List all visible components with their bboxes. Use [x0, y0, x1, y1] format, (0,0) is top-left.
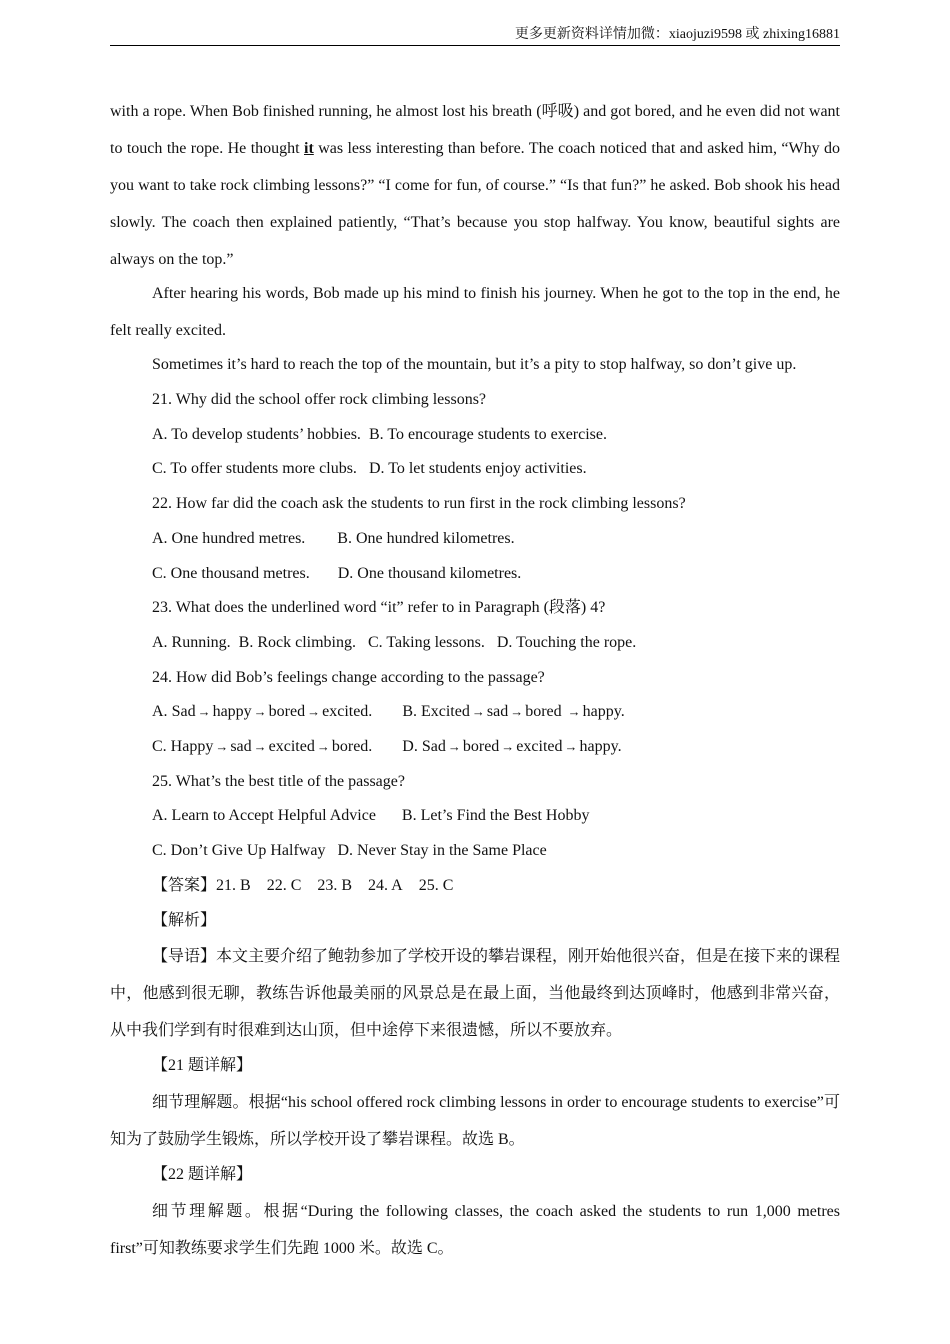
header-divider: [110, 45, 840, 46]
question-24-options-ab: [152, 695, 840, 730]
answer-item: 25. C: [418, 876, 454, 894]
answer-item: 21. B: [216, 876, 251, 894]
answer-item: 22. C: [266, 876, 302, 894]
option-23-a: A. Running.: [152, 633, 231, 651]
question-24-options-cd: [152, 730, 840, 765]
arrow-right-icon: →: [510, 704, 524, 720]
paragraph-4-end: was less interesting than before. The coach noticed that and asked him, “Why do you want to take rock climbing lessons?” “I come for fun, of course.” “Is that fun?” he asked. Bob shook his head slowly. The coach then explained patiently, “That’s because you stop halfway. You know, beautiful sights are always on the top.”: [110, 140, 840, 268]
arrow-right-icon: →: [215, 739, 229, 755]
option-24-d: D. Sad → bored → excited → happy.: [402, 738, 622, 756]
question-21-options-ab: [152, 418, 840, 453]
arrow-right-icon: →: [253, 739, 267, 755]
option-23-b: B. Rock climbing.: [238, 633, 356, 651]
guide-paragraph: 【导语】本文主要介绍了鲍勃参加了学校开设的攀岩课程，刚开始他很兴奋，但是在接下来的课程中，他感到很无聊，教练告诉他最美丽的风景总是在最上面，当他最终到达顶峰时，他感到非常兴奋，从中我们学到有时很难到达山顶，但中途停下来很遗憾，所以不要放弃。: [110, 948, 841, 1040]
arrow-right-icon: →: [471, 704, 485, 720]
option-25-a: A. Learn to Accept Helpful Advice: [152, 807, 376, 825]
answer-item: 24. A: [368, 876, 403, 894]
option-23-d: D. Touching the rope.: [496, 633, 637, 651]
question-22-options-ab: [152, 522, 840, 557]
underlined-word-it: it: [304, 140, 314, 157]
question-22-stem: 22. How far did the coach ask the students to run first in the rock climbing lessons?: [152, 495, 686, 513]
option-23-c: C. Taking lessons.: [368, 633, 485, 651]
option-24-b: B. Excited → sad → bored → happy.: [402, 703, 625, 721]
page-header: 更多更新资料详情加微：xiaojuzi9598 或 zhixing16881: [514, 27, 840, 42]
arrow-right-icon: →: [316, 739, 330, 755]
paragraph-4: [110, 93, 840, 278]
option-24-a: A. Sad → happy → bored → excited.: [152, 703, 373, 721]
option-21-c: C. To offer students more clubs.: [152, 460, 357, 478]
answer-line: [152, 869, 840, 904]
paragraph-5: After hearing his words, Bob made up his mind to finish his journey. When he got to the top in the end, he felt really excited.: [110, 285, 840, 339]
question-23-stem: 23. What does the underlined word “it” refer to in Paragraph (段落) 4?: [152, 599, 606, 617]
option-21-d: D. To let students enjoy activities.: [368, 460, 587, 478]
option-22-b: B. One hundred kilometres.: [337, 529, 515, 547]
detail-22-heading: 【22 题详解】: [152, 1165, 253, 1183]
answer-label: 【答案】: [152, 876, 217, 894]
question-24-stem: 24. How did Bob’s feelings change according to the passage?: [152, 668, 545, 686]
question-25-stem: 25. What’s the best title of the passage?: [152, 772, 405, 790]
arrow-right-icon: →: [253, 704, 267, 720]
paragraph-4-start: with a rope. When Bob finished running, he almost lost his breath (呼吸) and got bored, and he even did not want to touch the rope. He thought: [110, 103, 840, 157]
answer-item: 23. B: [317, 876, 353, 894]
paragraph-6: Sometimes it’s hard to reach the top of the mountain, but it’s a pity to stop halfway, so don’t give up.: [152, 356, 797, 373]
arrow-right-icon: →: [564, 739, 578, 755]
question-25-options-ab: [152, 799, 840, 834]
question-25-options-cd: [152, 834, 840, 869]
option-22-c: C. One thousand metres.: [152, 564, 310, 582]
option-24-c: C. Happy → sad → excited → bored.: [152, 738, 373, 756]
arrow-right-icon: →: [197, 704, 211, 720]
option-22-d: D. One thousand kilometres.: [337, 564, 522, 582]
detail-21-heading: 【21 题详解】: [152, 1057, 253, 1075]
option-22-a: A. One hundred metres.: [152, 529, 306, 547]
question-23-options: [152, 626, 840, 661]
option-25-c: C. Don’t Give Up Halfway: [152, 842, 326, 860]
analysis-heading: 【解析】: [152, 911, 217, 929]
question-21-stem: 21. Why did the school offer rock climbing lessons?: [152, 391, 487, 408]
question-22-options-cd: [152, 557, 840, 592]
option-25-b: B. Let’s Find the Best Hobby: [401, 807, 590, 825]
detail-22-text: 细节理解题。根据“During the following classes, the coach asked the students to run 1,000 metres first”可知教练要求学生们先跑 1000 米。故选 C。: [110, 1202, 840, 1257]
detail-21-text: 细节理解题。根据“his school offered rock climbing lessons in order to encourage students to exercise”可知为了鼓励学生锻炼，所以学校开设了攀岩课程。故选 B。: [110, 1093, 840, 1148]
page-content: [110, 93, 840, 1267]
option-21-b: B. To encourage students to exercise.: [368, 425, 608, 443]
arrow-right-icon: →: [447, 739, 461, 755]
option-21-a: A. To develop students’ hobbies.: [152, 425, 361, 443]
arrow-right-icon: →: [501, 739, 515, 755]
arrow-right-icon: →: [307, 704, 321, 720]
question-21-options-cd: [152, 452, 840, 487]
arrow-right-icon: →: [567, 704, 581, 720]
option-25-d: D. Never Stay in the Same Place: [337, 842, 547, 860]
